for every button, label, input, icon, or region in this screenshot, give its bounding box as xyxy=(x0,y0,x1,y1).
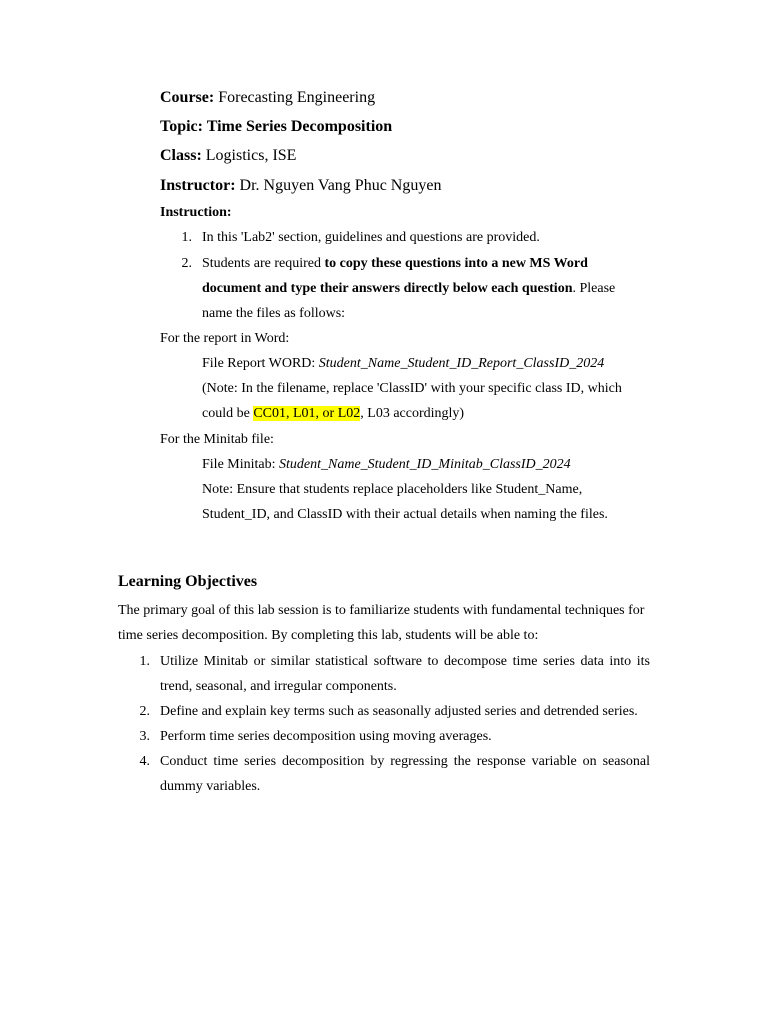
word-file-name: Student_Name_Student_ID_Report_ClassID_2024 xyxy=(318,356,605,371)
instruction-item-1-text: In this 'Lab2' section, guidelines and questions are provided. xyxy=(202,230,540,245)
objective-4-line-2: dummy variables. xyxy=(160,779,261,794)
instruction-item-2-line-1 xyxy=(202,255,588,273)
objective-4-line-1: Conduct time series decomposition by regressing the response variable on seasonal xyxy=(160,754,650,769)
minitab-note-line-1: Note: Ensure that students replace placeholders like Student_Name, xyxy=(202,482,583,497)
word-report-intro: For the report in Word: xyxy=(160,331,290,346)
word-note-line-2 xyxy=(202,405,464,423)
class-id-highlight: CC01, L01, or L02 xyxy=(253,406,361,421)
instruction-heading: Instruction: xyxy=(160,205,232,220)
instructor-value: Dr. Nguyen Vang Phuc Nguyen xyxy=(239,177,442,194)
instruction-item-1-number: 1. xyxy=(181,230,192,245)
instruction-item-2-line-3: name the files as follows: xyxy=(202,306,346,321)
objective-2-number: 2. xyxy=(139,704,150,719)
learning-objectives-heading: Learning Objectives xyxy=(118,573,258,590)
instruction-item-2-line-2 xyxy=(202,280,615,298)
minitab-file-name: Student_Name_Student_ID_Minitab_ClassID_2024 xyxy=(279,457,571,472)
objective-4-number: 4. xyxy=(139,754,150,769)
minitab-file-label: File Minitab: xyxy=(202,457,279,472)
instructor-label: Instructor: xyxy=(160,177,236,194)
word-file-label: File Report WORD: xyxy=(202,356,319,371)
objective-1-line-1: Utilize Minitab or similar statistical software to decompose time series data into its xyxy=(160,654,650,669)
course-line xyxy=(160,88,375,108)
objective-1-line-2: trend, seasonal, and irregular components. xyxy=(160,679,397,694)
instruction-item-2-number: 2. xyxy=(181,256,192,271)
instruction-item-2-bold-1: to copy these questions into a new MS Word xyxy=(324,256,588,271)
word-file-line xyxy=(202,355,604,373)
objective-1-number: 1. xyxy=(139,654,150,669)
course-label: Course: xyxy=(160,89,215,106)
minitab-file-line xyxy=(202,456,571,474)
instructor-line xyxy=(160,176,441,196)
objective-3-number: 3. xyxy=(139,729,150,744)
instruction-item-2-bold-2: document and type their answers directly below each question xyxy=(202,281,573,296)
objectives-intro-line-1: The primary goal of this lab session is to familiarize students with fundamental techniques for xyxy=(118,603,645,618)
word-note-line-1: (Note: In the filename, replace 'ClassID' with your specific class ID, which xyxy=(202,381,622,396)
objectives-intro-line-2: time series decomposition. By completing this lab, students will be able to: xyxy=(118,628,539,643)
objective-2-line-1: Define and explain key terms such as seasonally adjusted series and detrended series. xyxy=(160,704,638,719)
topic-value: Time Series Decomposition xyxy=(206,118,393,135)
instruction-item-2-post: . Please xyxy=(572,281,616,296)
class-line xyxy=(160,146,296,166)
class-value: Logistics, ISE xyxy=(205,147,297,164)
topic-label: Topic: xyxy=(160,118,203,135)
minitab-intro: For the Minitab file: xyxy=(160,432,274,447)
course-value: Forecasting Engineering xyxy=(218,89,376,106)
word-note-pre: could be xyxy=(202,406,254,421)
objective-3-line-1: Perform time series decomposition using moving averages. xyxy=(160,729,492,744)
topic-line xyxy=(160,117,392,137)
instruction-item-2-pre: Students are required xyxy=(202,256,325,271)
class-label: Class: xyxy=(160,147,202,164)
word-note-post: , L03 accordingly) xyxy=(360,406,465,421)
minitab-note-line-2: Student_ID, and ClassID with their actual details when naming the files. xyxy=(202,507,608,522)
